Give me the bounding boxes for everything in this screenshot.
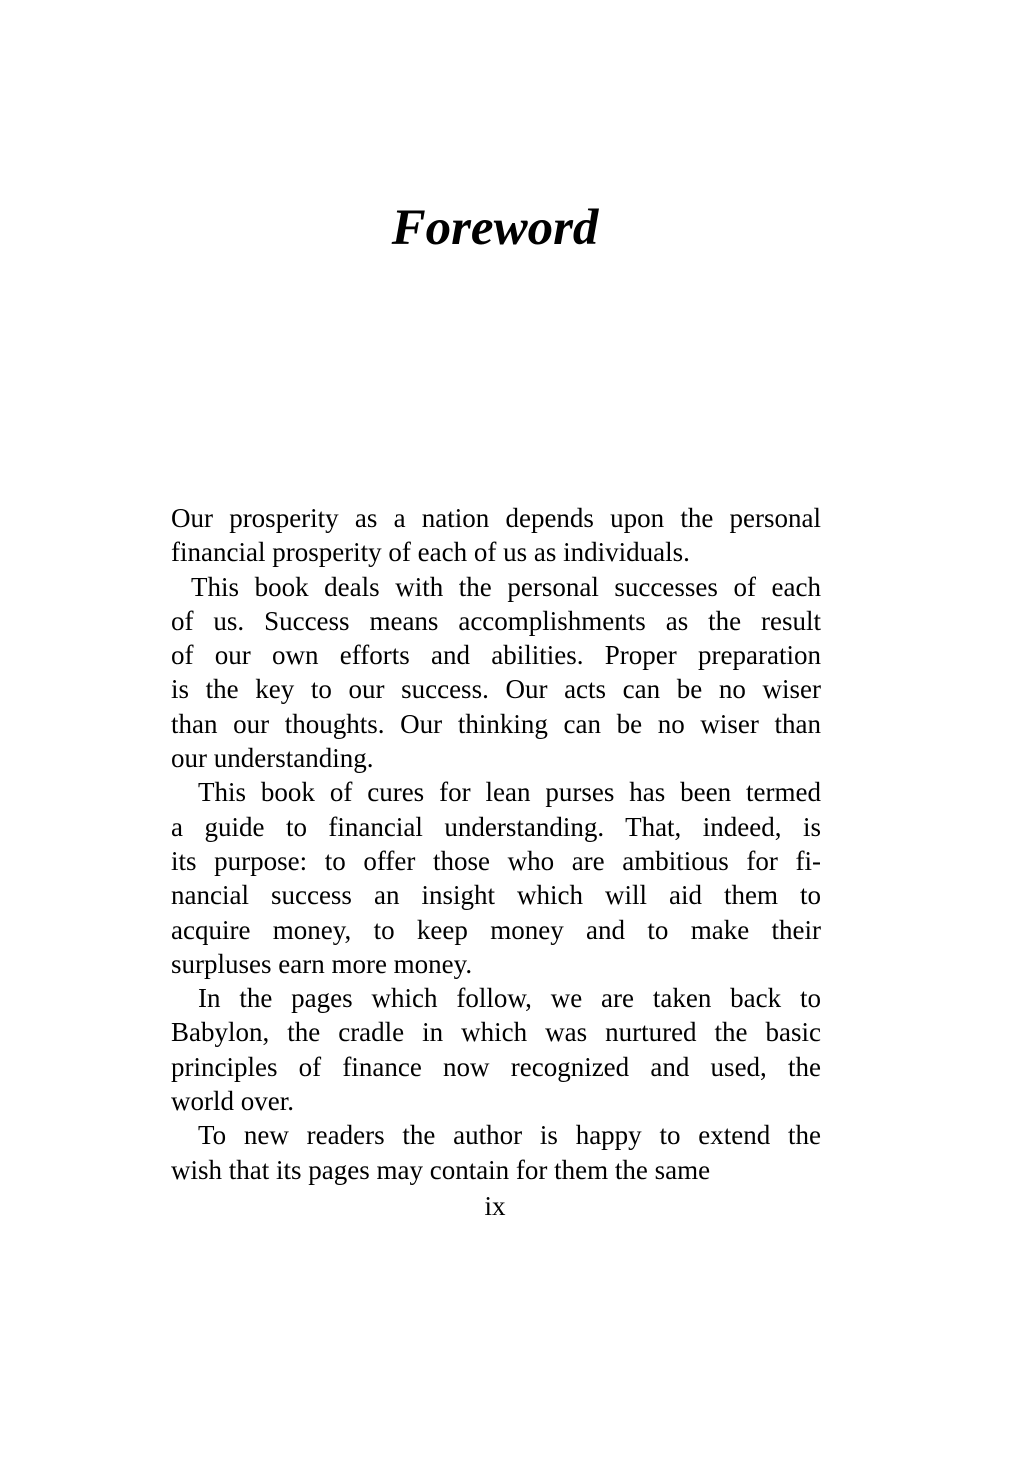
text-line: wish that its pages may contain for them the same (171, 1154, 711, 1185)
text-line: Our prosperity as a nation depends upon the personal (171, 503, 821, 533)
text-line: surpluses earn more money. (171, 948, 473, 979)
text-line: acquire money, to keep money and to make their (171, 914, 821, 945)
text-line: of our own efforts and abilities. Proper preparation (171, 640, 821, 671)
page-title: Foreword (391, 200, 599, 256)
paragraph-4 (171, 981, 821, 1118)
text-line: In the pages which follow, we are taken back to (198, 983, 821, 1014)
text-line: a guide to financial understanding. That, indeed, is (171, 811, 821, 842)
text-line: principles of finance now recognized and used, the (171, 1051, 821, 1082)
text-line: than our thoughts. Our thinking can be no wiser than (171, 708, 821, 739)
text-line: This book of cures for lean purses has been termed (198, 777, 821, 808)
text-line: To new readers the author is happy to extend the (198, 1120, 821, 1151)
paragraph-3 (171, 775, 821, 981)
text-line: world over. (171, 1086, 294, 1117)
page-number: ix (484, 1191, 506, 1221)
text-line: our understanding. (171, 743, 374, 774)
text-line: financial prosperity of each of us as individuals. (171, 537, 690, 568)
text-line: of us. Success means accomplishments as the result (171, 605, 821, 636)
paragraph-1 (171, 501, 821, 570)
text-line: Babylon, the cradle in which was nurtured the basic (171, 1017, 821, 1048)
text-line: is the key to our success. Our acts can be no wiser (171, 674, 821, 705)
text-line: nancial success an insight which will aid them to (171, 880, 821, 911)
text-line: its purpose: to offer those who are ambitious for fi- (171, 845, 821, 876)
foreword-body (171, 501, 821, 1187)
paragraph-2 (171, 570, 821, 776)
text-line: This book deals with the personal successes of each (191, 571, 821, 602)
paragraph-5 (171, 1118, 821, 1187)
